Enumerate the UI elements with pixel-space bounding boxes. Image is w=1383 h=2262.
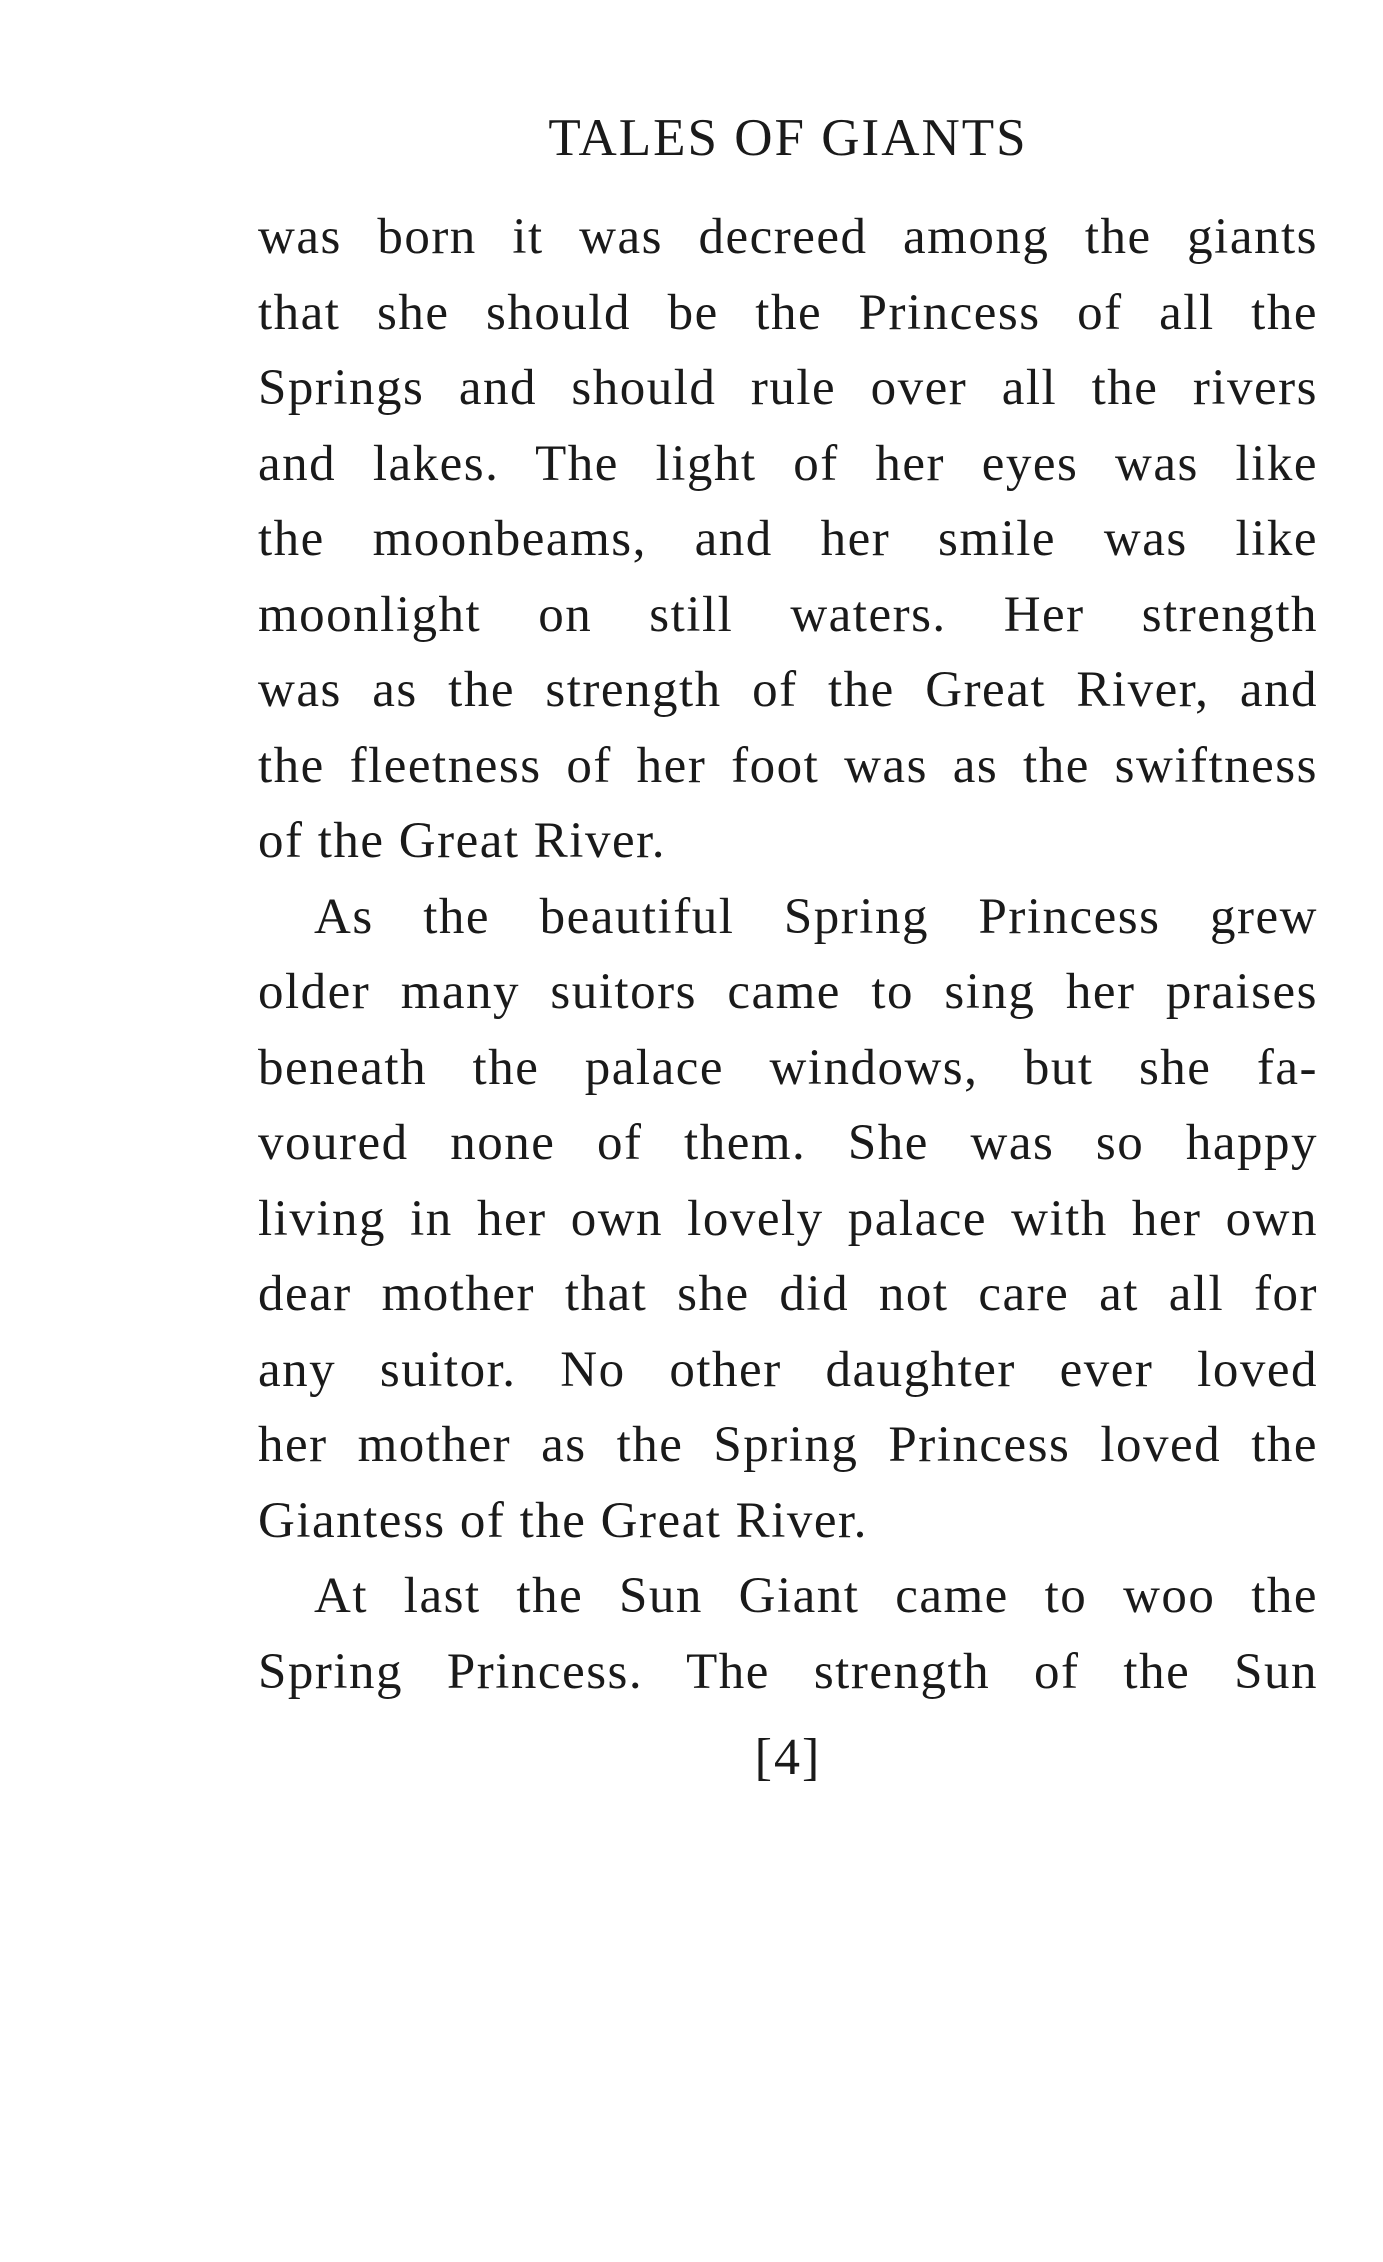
text-line: At last the Sun Giant came to woo the <box>314 1568 1318 1624</box>
text-line: and lakes. The light of her eyes was like <box>258 435 1318 492</box>
page-number: [4] <box>754 1729 822 1786</box>
text-line: of the Great River. <box>258 813 667 869</box>
paragraph-1 <box>258 200 1318 880</box>
text-line: Springs and should rule over all the rivers <box>258 360 1318 416</box>
text-line: moonlight on still waters. Her strength <box>258 586 1318 643</box>
running-title: TALES OF GIANTS <box>548 109 1028 167</box>
text-line: Giantess of the Great River. <box>258 1492 868 1549</box>
paragraph-3 <box>258 1559 1318 1710</box>
text-line: the fleetness of her foot was as the swiftness <box>258 737 1318 794</box>
text-line: living in her own lovely palace with her own <box>258 1190 1318 1247</box>
text-line: beneath the palace windows, but she fa- <box>258 1039 1318 1096</box>
text-line: dear mother that she did not care at all for <box>258 1266 1318 1322</box>
paragraph-2 <box>258 880 1318 1560</box>
text-line: As the beautiful Spring Princess grew <box>314 888 1318 945</box>
text-line: her mother as the Spring Princess loved the <box>258 1417 1318 1473</box>
text-line: was born it was decreed among the giants <box>258 209 1318 265</box>
text-line: Spring Princess. The strength of the Sun <box>258 1643 1318 1700</box>
text-line: any suitor. No other daughter ever loved <box>258 1341 1318 1398</box>
text-line: that she should be the Princess of all the <box>258 284 1318 341</box>
text-line: older many suitors came to sing her praises <box>258 964 1318 1020</box>
text-line: was as the strength of the Great River, and <box>258 662 1318 718</box>
text-line: the moonbeams, and her smile was like <box>258 511 1318 567</box>
body-text <box>258 200 1318 1710</box>
text-line: voured none of them. She was so happy <box>258 1115 1318 1171</box>
